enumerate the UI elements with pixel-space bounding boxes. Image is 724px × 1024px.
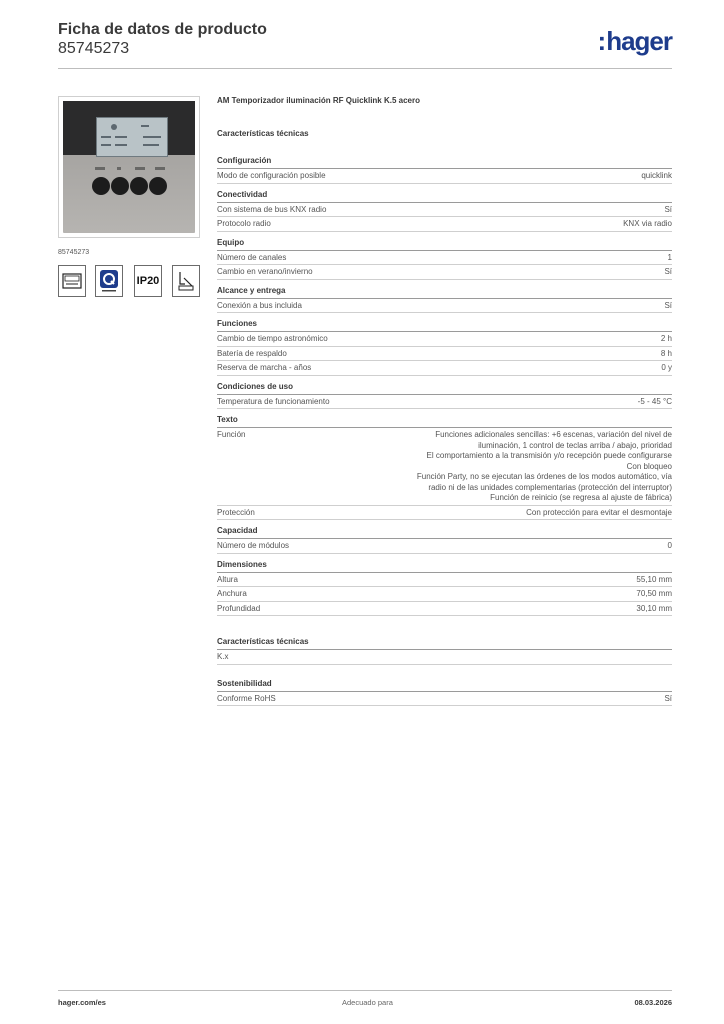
spec-value-line: Funciones adicionales sencillas: +6 escenas, variación del nivel de — [435, 430, 672, 439]
spec-row — [217, 587, 672, 602]
spec-row — [217, 539, 672, 554]
section-caracteristicas-tecnicas — [217, 637, 672, 665]
section-title: Capacidad — [217, 526, 672, 539]
device-button — [111, 177, 129, 195]
section-funciones — [217, 319, 672, 376]
spec-value: 30,10 mm — [636, 603, 672, 613]
footer-date: 08.03.2026 — [634, 998, 672, 1007]
spec-row — [217, 251, 672, 266]
header-divider — [58, 68, 672, 69]
section-condiciones-uso — [217, 382, 672, 410]
section-sostenibilidad — [217, 679, 672, 707]
spec-value: Sí — [664, 693, 672, 703]
spec-row — [217, 506, 672, 521]
spec-row — [217, 573, 672, 588]
section-capacidad — [217, 526, 672, 554]
spec-label: Profundidad — [217, 603, 261, 613]
spec-label: Número de módulos — [217, 541, 290, 550]
footer-website[interactable]: hager.com/es — [58, 998, 106, 1007]
knx-rf-icon — [58, 265, 86, 297]
spec-value: quicklink — [641, 171, 672, 180]
section-equipo — [217, 238, 672, 280]
device-button — [130, 177, 148, 195]
device-button — [92, 177, 110, 195]
section-title: Texto — [217, 415, 672, 428]
spec-label: Cambio de tiempo astronómico — [217, 334, 328, 343]
spec-label: Conexión a bus incluida — [217, 300, 302, 310]
section-texto — [217, 415, 672, 520]
spec-row — [217, 395, 672, 410]
section-title: Condiciones de uso — [217, 382, 672, 395]
spec-value-multiline — [417, 430, 672, 504]
spec-value-line: El comportamiento a la transmisión y/o recepción puede configurarse — [426, 451, 672, 460]
spec-value: 2 h — [660, 334, 672, 343]
spec-value-line: iluminación, 1 control de teclas arriba / abajo, prioridad — [478, 440, 672, 450]
section-title: Configuración — [217, 156, 672, 169]
spec-row — [217, 169, 672, 184]
installation-icon — [172, 265, 200, 297]
spec-value: 8 h — [660, 348, 672, 358]
section-title: Características técnicas — [217, 637, 672, 650]
spec-label: Conforme RoHS — [217, 693, 276, 703]
spec-value: 55,10 mm — [636, 574, 672, 584]
spec-row — [217, 428, 672, 506]
ip20-icon — [134, 265, 162, 297]
spec-label: Anchura — [217, 589, 247, 598]
device-screen — [96, 117, 168, 157]
section-title: Alcance y entrega — [217, 286, 672, 299]
section-conectividad — [217, 190, 672, 232]
spec-value: -5 - 45 °C — [637, 396, 672, 406]
spec-value: Sí — [664, 204, 672, 214]
specs-heading: Características técnicas — [217, 129, 309, 138]
spec-row — [217, 299, 672, 314]
spec-value: Sí — [664, 300, 672, 310]
spec-label: Reserva de marcha - años — [217, 363, 312, 372]
spec-label: Protocolo radio — [217, 219, 271, 228]
photo-caption: 85745273 — [58, 249, 90, 256]
page-title: Ficha de datos de producto — [58, 21, 267, 38]
spec-label: Función — [217, 430, 246, 439]
quicklink-icon — [95, 265, 123, 297]
device-button — [149, 177, 167, 195]
spec-value: 0 y — [661, 363, 672, 372]
spec-row — [217, 347, 672, 362]
spec-label: Protección — [217, 507, 255, 517]
spec-label: Cambio en verano/invierno — [217, 267, 313, 276]
spec-row — [217, 332, 672, 347]
spec-row — [217, 361, 672, 376]
spec-row — [217, 217, 672, 232]
section-spacer — [217, 622, 672, 637]
section-title: Conectividad — [217, 190, 672, 203]
product-image-column — [58, 96, 200, 297]
spec-value: Sí — [664, 267, 672, 276]
section-alcance-entrega — [217, 286, 672, 314]
footer-note: Adecuado para — [342, 998, 393, 1007]
spec-value: 1 — [667, 252, 672, 262]
section-dimensiones — [217, 560, 672, 617]
spec-label: K.x — [217, 652, 229, 661]
spec-label: Modo de configuración posible — [217, 171, 326, 180]
spec-value: 70,50 mm — [636, 589, 672, 598]
spec-value-line: radio ni de las unidades complementarias (protección del interruptor) — [428, 482, 672, 492]
spec-value-line: Con bloqueo — [626, 461, 672, 471]
section-title: Sostenibilidad — [217, 679, 672, 692]
spec-row — [217, 602, 672, 617]
footer-divider — [58, 990, 672, 991]
page-header — [58, 20, 672, 68]
product-number: 85745273 — [58, 40, 130, 57]
spec-label: Batería de respaldo — [217, 348, 287, 358]
spec-value-line: Función Party, no se ejecutan las órdenes de los modos automático, vía — [416, 472, 672, 481]
spec-value-line: Función de reinicio (se regresa al ajuste de fábrica) — [490, 493, 672, 502]
spec-label: Altura — [217, 574, 238, 584]
spec-label: Temperatura de funcionamiento — [217, 396, 330, 406]
spec-value: KNX via radio — [623, 219, 672, 228]
device-illustration — [63, 101, 195, 233]
product-photo — [58, 96, 200, 238]
spec-row — [217, 692, 672, 707]
logo-text: hager — [606, 26, 672, 56]
spec-column — [217, 96, 672, 712]
section-title: Equipo — [217, 238, 672, 251]
spec-row — [217, 203, 672, 218]
certification-icons — [58, 265, 200, 297]
spec-row — [217, 265, 672, 280]
section-title: Funciones — [217, 319, 672, 332]
spec-row — [217, 650, 672, 665]
ip20-label: IP20 — [136, 275, 160, 287]
spec-label: Número de canales — [217, 252, 287, 262]
spec-label: Con sistema de bus KNX radio — [217, 204, 327, 214]
spec-value: 0 — [667, 541, 672, 550]
spec-value: Con protección para evitar el desmontaje — [526, 507, 672, 517]
product-title: AM Temporizador iluminación RF Quicklink K.5 acero — [217, 96, 420, 105]
section-title: Dimensiones — [217, 560, 672, 573]
device-button-labels — [93, 167, 173, 175]
hager-logo: :hager — [597, 26, 672, 56]
section-configuracion — [217, 156, 672, 184]
